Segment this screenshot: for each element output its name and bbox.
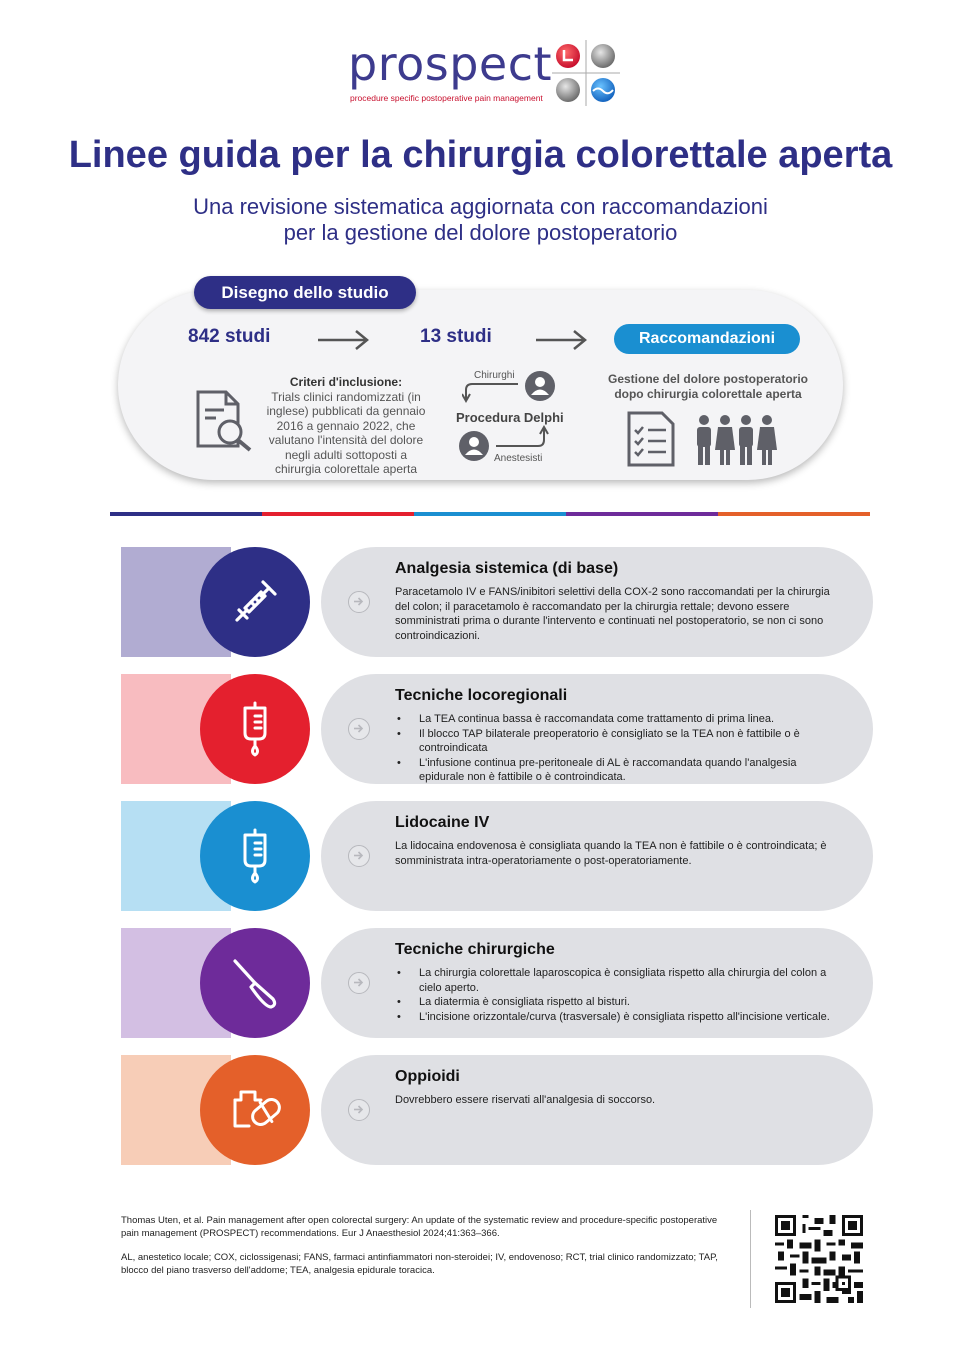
row-bullet-list	[395, 966, 835, 1024]
list-item: • L'infusione continua pre-peritoneale di AL è raccomandata quando l'analgesia epidurale non è fattibile o è controindicata.	[395, 756, 835, 785]
footer-divider	[750, 1210, 751, 1308]
page-subtitle	[0, 194, 961, 246]
arrow-right-icon	[318, 328, 370, 352]
row-icon-circle	[200, 928, 310, 1038]
row-panel-locoregional	[321, 674, 873, 784]
row-text: Paracetamolo IV e FANS/inibitori selettivi della COX-2 sono raccomandati per la chirurgia del colon; il paracetamolo è raccomandato per la chirurgia rettale; devono essere somministrati prima o durante l'intervento e continuati nel postoperatorio, se non ci sono controindicazioni.	[395, 586, 830, 642]
list-item: • L'incisione orizzontale/curva (trasversale) è consigliata rispetto all'incisione verticale.	[395, 1010, 835, 1025]
logo-quadrant-icon	[552, 40, 620, 106]
study-design-label: Disegno dello studio	[194, 276, 416, 309]
row-icon-circle	[200, 801, 310, 911]
arrow-right-icon	[536, 328, 588, 352]
syringe-icon	[225, 572, 285, 632]
arrow-circle-icon	[348, 972, 370, 994]
arrow-circle-icon	[348, 1099, 370, 1121]
curved-arrow-icon	[462, 380, 520, 404]
row-icon-circle	[200, 674, 310, 784]
row-panel-systemic-analgesia	[321, 547, 873, 657]
management-text: Gestione del dolore postoperatorio dopo chirurgia colorettale aperta	[607, 372, 809, 401]
row-icon-circle	[200, 1055, 310, 1165]
arrow-circle-icon	[348, 591, 370, 613]
iv-drip-icon	[225, 826, 285, 886]
people-group-icon	[694, 414, 778, 466]
row-icon-circle	[200, 547, 310, 657]
inclusion-criteria	[266, 375, 426, 477]
row-panel-surgical-techniques	[321, 928, 873, 1038]
abbreviations: AL, anestetico locale; COX, ciclossigenasi; FANS, farmaci antinfiammatori non-steroidei; IV, endovenoso; RCT, trial clinico randomizzato; TAP, blocco del piano trasverso dell'addome; TEA, analgesia epidurale toracica.	[121, 1252, 718, 1276]
curved-arrow-icon	[494, 424, 552, 450]
row-title: Tecniche locoregionali	[395, 687, 568, 704]
list-item: • Il blocco TAP bilaterale preoperatorio è consigliato se la TEA non è fattibile o è controindicata	[395, 727, 835, 756]
user-icon	[458, 430, 490, 462]
row-title: Tecniche chirurgiche	[395, 941, 555, 958]
criteria-title: Criteri d'inclusione:	[289, 375, 403, 389]
studies-final-count: 13 studi	[420, 326, 492, 347]
row-bullet-list	[395, 712, 835, 785]
row-text: La lidocaina endovenosa è consigliata quando la TEA non è fattibile o è controindicata; è somministrata intra-operatoriamente o post-operatoriamente.	[395, 840, 827, 867]
row-title: Oppioidi	[395, 1068, 460, 1085]
logo-wordmark: prospect	[348, 37, 553, 91]
list-item: • La chirurgia colorettale laparoscopica è consigliata rispetto alla chirurgia del colon a cielo aperto.	[395, 966, 835, 995]
row-panel-lidocaine	[321, 801, 873, 911]
surgeons-label: Chirurghi	[474, 370, 515, 381]
arrow-circle-icon	[348, 718, 370, 740]
checklist-icon	[626, 410, 676, 468]
subtitle-line-2: per la gestione del dolore postoperatorio	[283, 220, 678, 245]
studies-initial-count: 842 studi	[188, 326, 271, 347]
anesthetists-label: Anestesisti	[494, 453, 543, 464]
row-text: Dovrebbero essere riservati all'analgesia di soccorso.	[395, 1094, 656, 1106]
criteria-text: Trials clinici randomizzati (in inglese) pubblicati da gennaio 2016 a gennaio 2022, che valutano l'intensità del dolore negli adulti sottoposti a chirurgia colorettale aperta	[266, 389, 426, 476]
row-panel-opioids	[321, 1055, 873, 1165]
pill-icon	[225, 1080, 285, 1140]
list-item: • La diatermia è consigliata rispetto al bisturi.	[395, 995, 835, 1010]
iv-bag-icon	[225, 699, 285, 759]
logo-tagline: procedure specific postoperative pain management	[350, 93, 543, 103]
color-divider	[110, 512, 870, 516]
arrow-circle-icon	[348, 845, 370, 867]
subtitle-line-1: Una revisione sistematica aggiornata con raccomandazioni	[193, 194, 768, 219]
document-search-icon	[194, 388, 254, 452]
prospect-logo	[348, 38, 623, 108]
row-title: Lidocaine IV	[395, 814, 490, 831]
page-title: Linee guida per la chirurgia colorettale aperta	[68, 134, 893, 176]
qr-code-icon[interactable]	[775, 1215, 863, 1303]
user-icon	[524, 370, 556, 402]
scalpel-icon	[225, 953, 285, 1013]
recommendations-label: Raccomandazioni	[614, 324, 800, 354]
reference-citation: Thomas Uten, et al. Pain management after open colorectal surgery: An update of the systematic review and procedure-specific postoperative pain management (PROSPECT) recommendations. Eur J Anaesthesiol 2024;41:363–366.	[121, 1215, 718, 1239]
row-title: Analgesia sistemica (di base)	[395, 560, 619, 577]
delphi-procedure-label: Procedura Delphi	[456, 410, 564, 425]
list-item: • La TEA continua bassa è raccomandata come trattamento di prima linea.	[395, 712, 835, 727]
